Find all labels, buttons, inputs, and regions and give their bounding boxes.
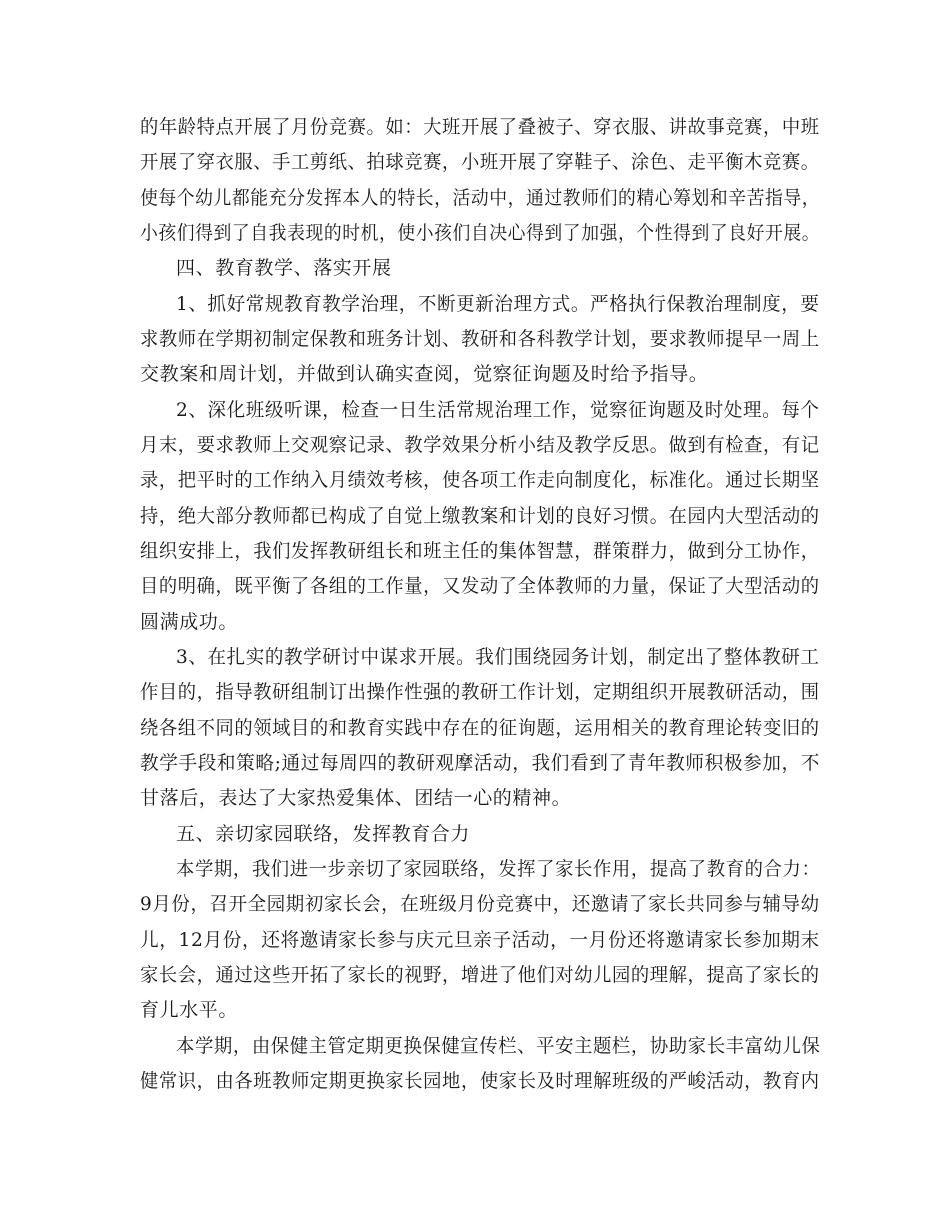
text-line: 交教案和周计划，并做到认确实查阅，觉察征询题及时给予指导。 [140, 363, 709, 385]
text-line: 育儿水平。 [140, 999, 239, 1021]
text-line: 持，绝大部分教师都已构成了自觉上缴教案和计划的良好习惯。在园内大型活动的 [140, 505, 820, 527]
text-line: 求教师在学期初制定保教和班务计划、教研和各科教学计划，要求教师提早一周上 [140, 328, 820, 350]
text-line: 录，把平时的工作纳入月绩效考核，使各项工作走向制度化，标准化。通过长期坚 [140, 469, 820, 491]
text-line: 作目的，指导教研组制订出操作性强的教研工作计划，定期组织开展教研活动，围 [140, 681, 820, 703]
text-line: 教学手段和策略;通过每周四的教研观摩活动，我们看到了青年教师积极参加，不 [140, 752, 820, 774]
text-line: 3、在扎实的教学研讨中谋求开展。我们围绕园务计划，制定出了整体教研工 [176, 646, 820, 668]
text-line: 本学期，由保健主管定期更换保健宣传栏、平安主题栏，协助家长丰富幼儿保 [176, 1035, 821, 1057]
section-heading: 四、教育教学、落实开展 [176, 257, 392, 279]
text-line: 小孩们得到了自我表现的时机，使小孩们自决心得到了加强，个性得到了良好开展。 [140, 222, 821, 244]
text-line: 圆满成功。 [140, 611, 239, 633]
section-heading: 五、亲切家园联络，发挥教育合力 [176, 823, 471, 845]
text-line: 9月份，召开全园期初家长会，在班级月份竞赛中，还邀请了家长共同参与辅导幼 [140, 893, 820, 915]
text-line: 目的明确，既平衡了各组的工作量，又发动了全体教师的力量，保证了大型活动的 [140, 575, 820, 597]
text-line: 组织安排上，我们发挥教研组长和班主任的集体智慧，群策群力，做到分工协作， [140, 540, 820, 562]
text-line: 家长会，通过这些开拓了家长的视野，增进了他们对幼儿园的理解，提高了家长的 [140, 964, 820, 986]
text-line: 甘落后，表达了大家热爱集体、团结一心的精神。 [140, 787, 572, 809]
text-line: 开展了穿衣服、手工剪纸、拍球竞赛，小班开展了穿鞋子、涂色、走平衡木竞赛。 [140, 151, 820, 173]
text-line: 绕各组不同的领域目的和教育实践中存在的征询题，运用相关的教育理论转变旧的 [140, 717, 820, 739]
text-line: 健常识，由各班教师定期更换家长园地，使家长及时理解班级的严峻活动，教育内 [140, 1070, 820, 1092]
text-line: 使每个幼儿都能充分发挥本人的特长，活动中，通过教师们的精心筹划和辛苦指导， [140, 187, 821, 209]
text-line: 的年龄特点开展了月份竞赛。如：大班开展了叠被子、穿衣服、讲故事竞赛，中班 [140, 116, 820, 138]
text-line: 2、深化班级听课，检查一日生活常规治理工作，觉察征询题及时处理。每个 [176, 399, 820, 421]
text-line: 儿，12月份，还将邀请家长参与庆元旦亲子活动，一月份还将邀请家长参加期末 [140, 929, 820, 951]
text-line: 本学期，我们进一步亲切了家园联络，发挥了家长作用，提高了教育的合力： [176, 858, 821, 880]
text-line: 1、抓好常规教育教学治理，不断更新治理方式。严格执行保教治理制度，要 [176, 293, 820, 315]
text-line: 月末，要求教师上交观察记录、教学效果分析小结及教学反思。做到有检查，有记 [140, 434, 820, 456]
